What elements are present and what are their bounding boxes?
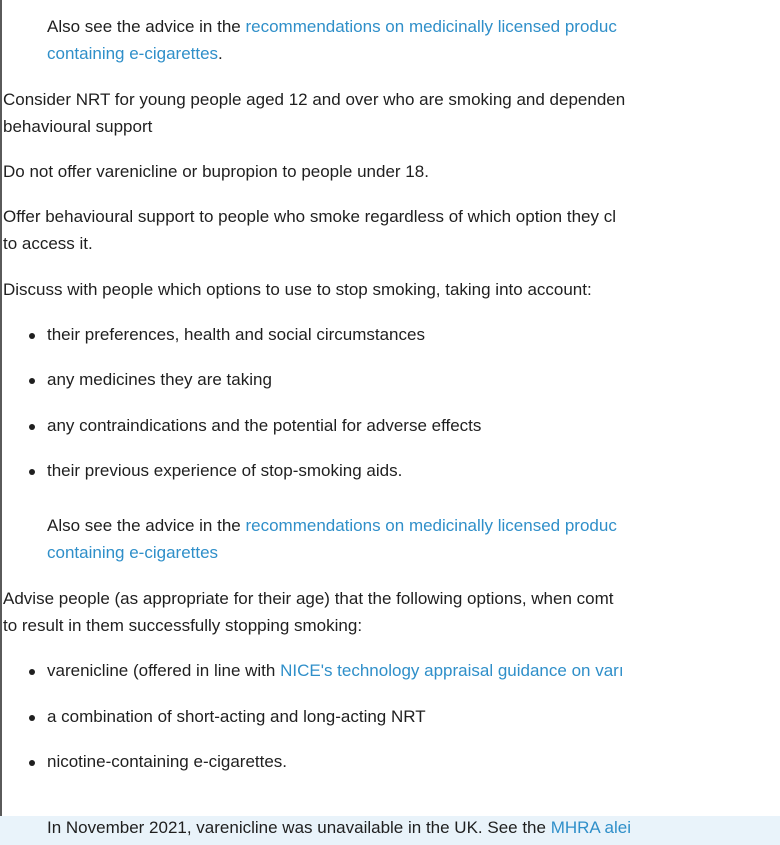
bullet-icon [29, 333, 35, 339]
recommendations-link-2a[interactable]: recommendations on medicinally licensed produc [245, 516, 617, 535]
mhra-alert-link[interactable]: MHRA alei [550, 818, 631, 837]
bullet-icon [29, 760, 35, 766]
recommendations-link-1b[interactable]: containing e-cigarettes [47, 44, 219, 63]
paragraph-varenicline-unavailable: In November 2021, varenicline was unavailable in the UK. See the MHRA alei [47, 818, 631, 837]
paragraph-advise-people-cont: to result in them successfully stopping smoking: [3, 616, 363, 635]
list-item: their previous experience of stop-smoking aids. [47, 461, 403, 480]
content-left-border [0, 0, 2, 845]
guidance-content [3, 0, 656, 845]
list-item: any contraindications and the potential for adverse effects [47, 416, 482, 435]
bullet-icon [29, 669, 35, 675]
list-item: any medicines they are taking [47, 370, 272, 389]
list-item: a combination of short-acting and long-acting NRT [47, 707, 426, 726]
bullet-icon [29, 469, 35, 475]
paragraph-see-advice-2-cont [47, 539, 218, 566]
technology-appraisal-link[interactable]: NICE's technology appraisal guidance on varı [280, 661, 624, 680]
paragraph-offer-support-cont: to access it. [3, 234, 93, 253]
bullet-icon [29, 715, 35, 721]
paragraph-discuss-options: Discuss with people which options to use to stop smoking, taking into account: [3, 280, 592, 299]
list-item: their preferences, health and social circumstances [47, 325, 425, 344]
bullet-icon [29, 424, 35, 430]
paragraph-consider-nrt-cont: behavioural support [3, 117, 153, 136]
list-item: nicotine-containing e-cigarettes. [47, 752, 288, 771]
list-item: varenicline (offered in line with NICE's technology appraisal guidance on varı [47, 661, 624, 680]
paragraph-see-advice-1: Also see the advice in the recommendations on medicinally licensed produc [47, 17, 617, 36]
recommendations-link-2b[interactable]: containing e-cigarettes [47, 543, 219, 562]
paragraph-see-advice-1-cont: containing e-cigarettes. [47, 44, 223, 63]
paragraph-advise-people: Advise people (as appropriate for their age) that the following options, when comt [3, 589, 614, 608]
bullet-icon [29, 378, 35, 384]
paragraph-do-not-offer: Do not offer varenicline or bupropion to people under 18. [3, 162, 429, 181]
paragraph-offer-support: Offer behavioural support to people who smoke regardless of which option they cl [3, 207, 616, 226]
paragraph-consider-nrt: Consider NRT for young people aged 12 and over who are smoking and dependen [3, 90, 626, 109]
paragraph-see-advice-2: Also see the advice in the recommendations on medicinally licensed produc [47, 516, 617, 535]
recommendations-link-1a[interactable]: recommendations on medicinally licensed produc [245, 17, 617, 36]
